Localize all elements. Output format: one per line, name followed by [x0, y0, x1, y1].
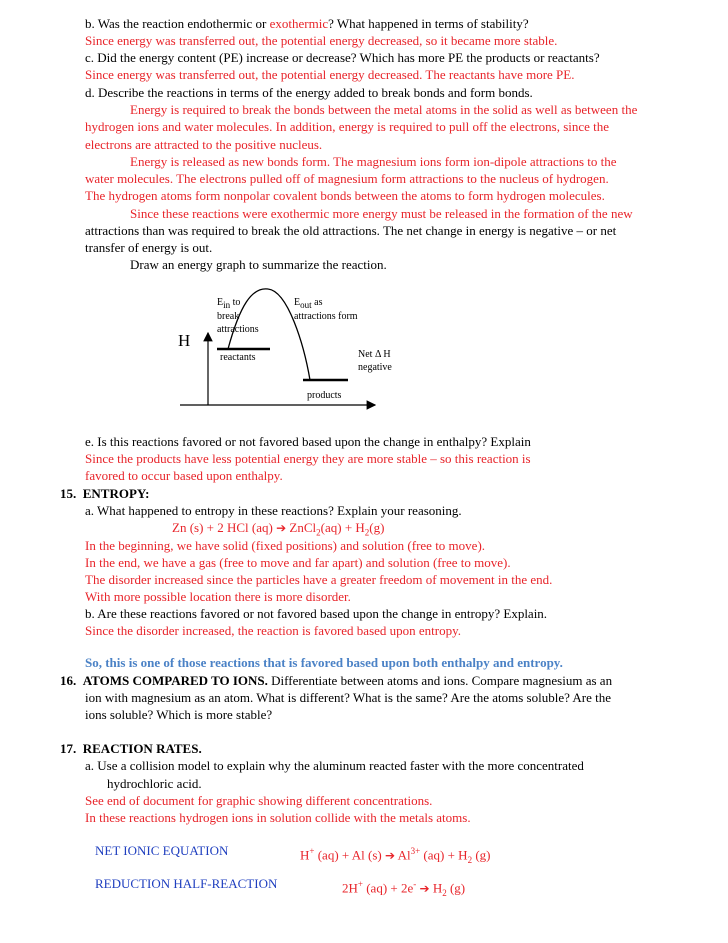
q14d-answer-line: Since these reactions were exothermic more energy must be released in the formation of the new — [130, 206, 633, 221]
ein-label-line3: attractions — [217, 324, 259, 335]
q16-heading: 16. ATOMS COMPARED TO IONS. Differentiate between atoms and ions. Compare magnesium as an — [60, 673, 613, 688]
ein-label-line2: break — [217, 311, 240, 322]
q17-answer-line: In these reactions hydrogen ions in solution collide with the metals atoms. — [85, 810, 471, 825]
q16-text-line: ions soluble? Which is more stable? — [85, 707, 273, 722]
q17-heading: 17. REACTION RATES. — [60, 741, 202, 756]
ein-label: $E_{in}$ to — [217, 297, 241, 310]
reduction-equation: 2H+ (aq) + 2e- ➔ $H_2$ (g) — [342, 879, 466, 898]
q14e-answer-line: Since the products have less potential energy they are more stable – so this reaction is — [85, 451, 531, 466]
h-axis-label: H — [178, 331, 191, 350]
net-ionic-equation: H+ (aq) + Al (s) ➔ $Al^{3+}$ $(aq) + H_2$ (g) — [300, 846, 491, 865]
q14d-answer-line: attractions than was required to break the old attractions. The net change in energy is negative – or net — [85, 223, 617, 238]
net-dh-label-line2: negative — [358, 362, 392, 373]
q15a-question: a. What happened to entropy in these reactions? Explain your reasoning. — [85, 503, 462, 518]
products-label: products — [307, 390, 342, 401]
q15-answer-line: In the beginning, we have solid (fixed positions) and solution (free to move). — [85, 538, 486, 553]
reactants-label: reactants — [220, 352, 256, 363]
eout-label-line2: attractions form — [294, 311, 358, 322]
q16-text-line: ion with magnesium as an atom. What is different? What is the same? Are the atoms soluble? Are the — [85, 690, 612, 705]
q14e-answer-line: favored to occur based upon enthalpy. — [85, 468, 283, 483]
q15-answer-line: With more possible location there is more disorder. — [85, 589, 351, 604]
net-ionic-label: NET IONIC EQUATION — [95, 843, 229, 858]
q14d-answer-line: The hydrogen atoms form nonpolar covalent bonds between the atoms to form hydrogen molecules. — [85, 188, 605, 203]
q14e-question: e. Is this reactions favored or not favored based upon the change in enthalpy? Explain — [85, 434, 531, 449]
q14c-answer: Since energy was transferred out, the potential energy decreased. The reactants have more PE. — [85, 67, 575, 82]
graph-prompt: Draw an energy graph to summarize the reaction. — [130, 257, 387, 272]
q14b-question: b. Was the reaction endothermic or exothermic? What happened in terms of stability? — [85, 16, 529, 31]
q17a-question: a. Use a collision model to explain why the aluminum reacted faster with the more concentrated — [85, 758, 584, 773]
q14d-answer-line: water molecules. The electrons pulled off of magnesium form attractions to the nucleus of hydrogen. — [85, 171, 609, 186]
q14d-answer-line: transfer of energy is out. — [85, 240, 213, 255]
q17-answer-line: See end of document for graphic showing different concentrations. — [85, 793, 433, 808]
reduction-label: REDUCTION HALF-REACTION — [95, 876, 278, 891]
q14b-answer: Since energy was transferred out, the potential energy decreased, so it became more stable. — [85, 33, 558, 48]
q15-answer-line: The disorder increased since the particles have a greater freedom of movement in the end. — [85, 572, 553, 587]
net-dh-label: Net Δ H — [358, 349, 391, 360]
q14c-question: c. Did the energy content (PE) increase or decrease? Which has more PE the products or reactants? — [85, 50, 600, 65]
q14d-answer-line: Energy is released as new bonds form. The magnesium ions form ion-dipole attractions to the — [130, 154, 617, 169]
q15b-question: b. Are these reactions favored or not favored based upon the change in entropy? Explain. — [85, 606, 548, 621]
q14d-answer-line: hydrogen ions and water molecules. In addition, energy is required to pull off the electrons, since the — [85, 119, 610, 134]
energy-graph — [170, 275, 392, 415]
q15-equation: Zn (s) + 2 HCl (aq) ➔ ZnCl$_2$(aq) + $H_2(g)$ — [172, 520, 385, 538]
energy-graph-lines — [170, 275, 380, 415]
q15-answer-line: In the end, we have a gas (free to move and far apart) and solution (free to move). — [85, 555, 511, 570]
q14d-answer-line: Energy is required to break the bonds between the metal atoms in the solid as well as between the — [130, 102, 638, 117]
q14d-answer-line: electrons are attracted to the positive nucleus. — [85, 137, 323, 152]
q15-heading: 15. ENTROPY: — [60, 486, 150, 501]
q15b-answer: Since the disorder increased, the reaction is favored based upon entropy. — [85, 623, 462, 638]
q17a-question-line2: hydrochloric acid. — [107, 776, 202, 791]
eout-label: $E_{out}$ as — [294, 297, 323, 310]
q14d-question: d. Describe the reactions in terms of the energy added to break bonds and form bonds. — [85, 85, 533, 100]
q15-summary: So, this is one of those reactions that is favored based upon both enthalpy and entropy. — [85, 655, 563, 670]
